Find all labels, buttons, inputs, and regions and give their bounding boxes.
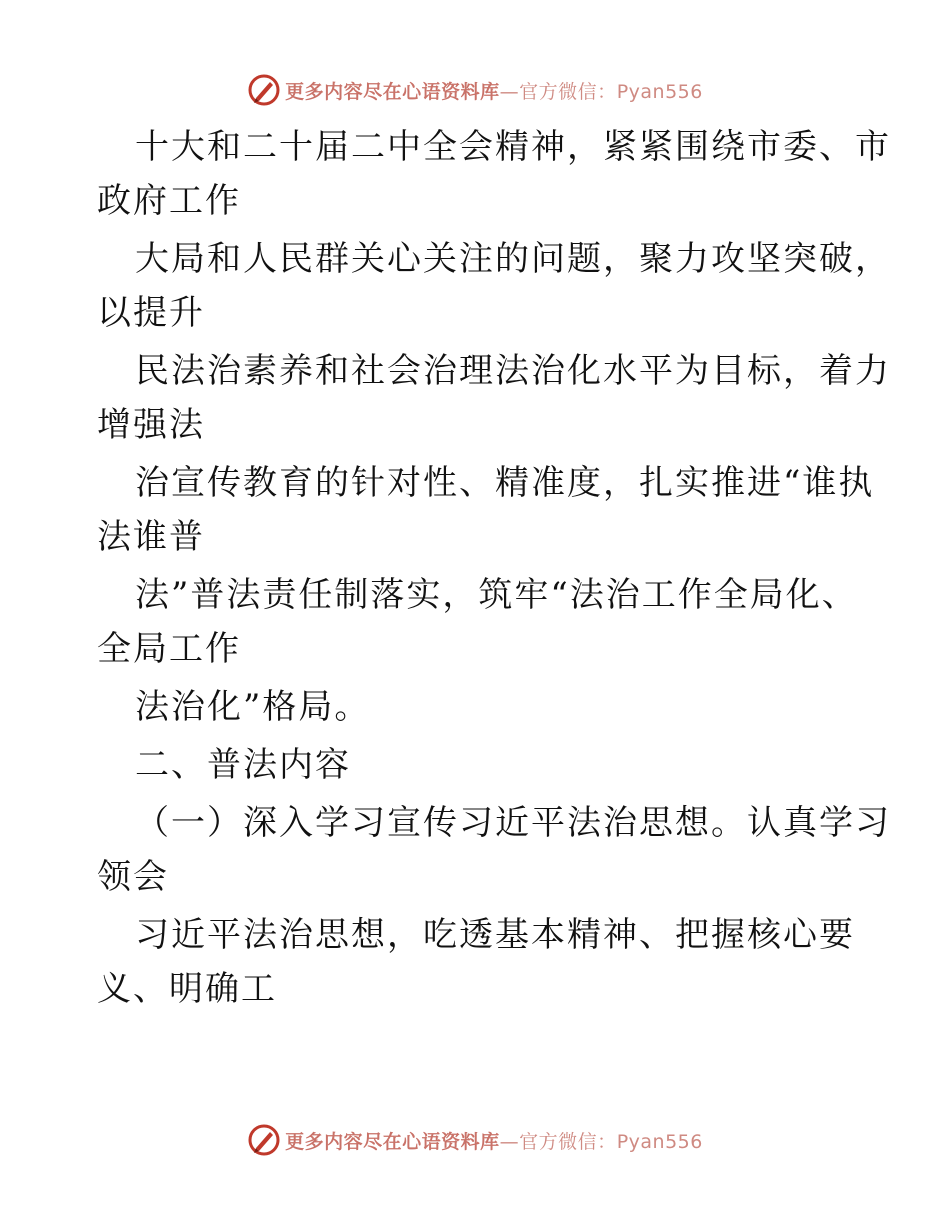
body-line: 全局工作 — [97, 629, 241, 669]
body-line: 以提升 — [97, 293, 205, 333]
watermark-separator: — — [499, 1130, 520, 1153]
body-line: 法”普法责任制落实，筑牢“法治工作全局化、 — [135, 575, 858, 615]
body-line: 领会 — [97, 857, 169, 897]
document-body — [97, 120, 891, 1016]
watermark-text — [285, 1127, 703, 1154]
header-watermark — [0, 70, 950, 110]
watermark-text — [285, 77, 703, 104]
body-line: 法谁普 — [97, 517, 205, 557]
watermark-wechat-id: Pyan556 — [616, 80, 703, 103]
body-line: 政府工作 — [97, 181, 241, 221]
section-heading: 二、普法内容 — [135, 745, 351, 785]
watermark-separator: — — [499, 80, 520, 103]
body-line: 大局和人民群关心关注的问题，聚力攻坚突破， — [135, 239, 891, 279]
body-line: 治宣传教育的针对性、精准度，扎实推进“谁执 — [135, 463, 875, 503]
body-line: 法治化”格局。 — [135, 687, 371, 727]
pen-logo-icon — [247, 73, 281, 107]
body-line: 增强法 — [97, 405, 205, 445]
body-line: 十大和二十届二中全会精神，紧紧围绕市委、市 — [135, 127, 891, 167]
watermark-site: 更多内容尽在心语资料库 — [285, 80, 500, 103]
body-line: （一）深入学习宣传习近平法治思想。认真学习 — [135, 803, 891, 843]
watermark-wechat-id: Pyan556 — [616, 1130, 703, 1153]
body-line: 习近平法治思想，吃透基本精神、把握核心要 — [135, 915, 855, 955]
body-line: 民法治素养和社会治理法治化水平为目标，着力 — [135, 351, 891, 391]
body-line: 义、明确工 — [97, 969, 277, 1009]
watermark-wechat-label: 官方微信： — [519, 1130, 617, 1153]
watermark-wechat-label: 官方微信： — [519, 80, 617, 103]
watermark-site: 更多内容尽在心语资料库 — [285, 1130, 500, 1153]
footer-watermark — [0, 1120, 950, 1160]
pen-logo-icon — [247, 1123, 281, 1157]
